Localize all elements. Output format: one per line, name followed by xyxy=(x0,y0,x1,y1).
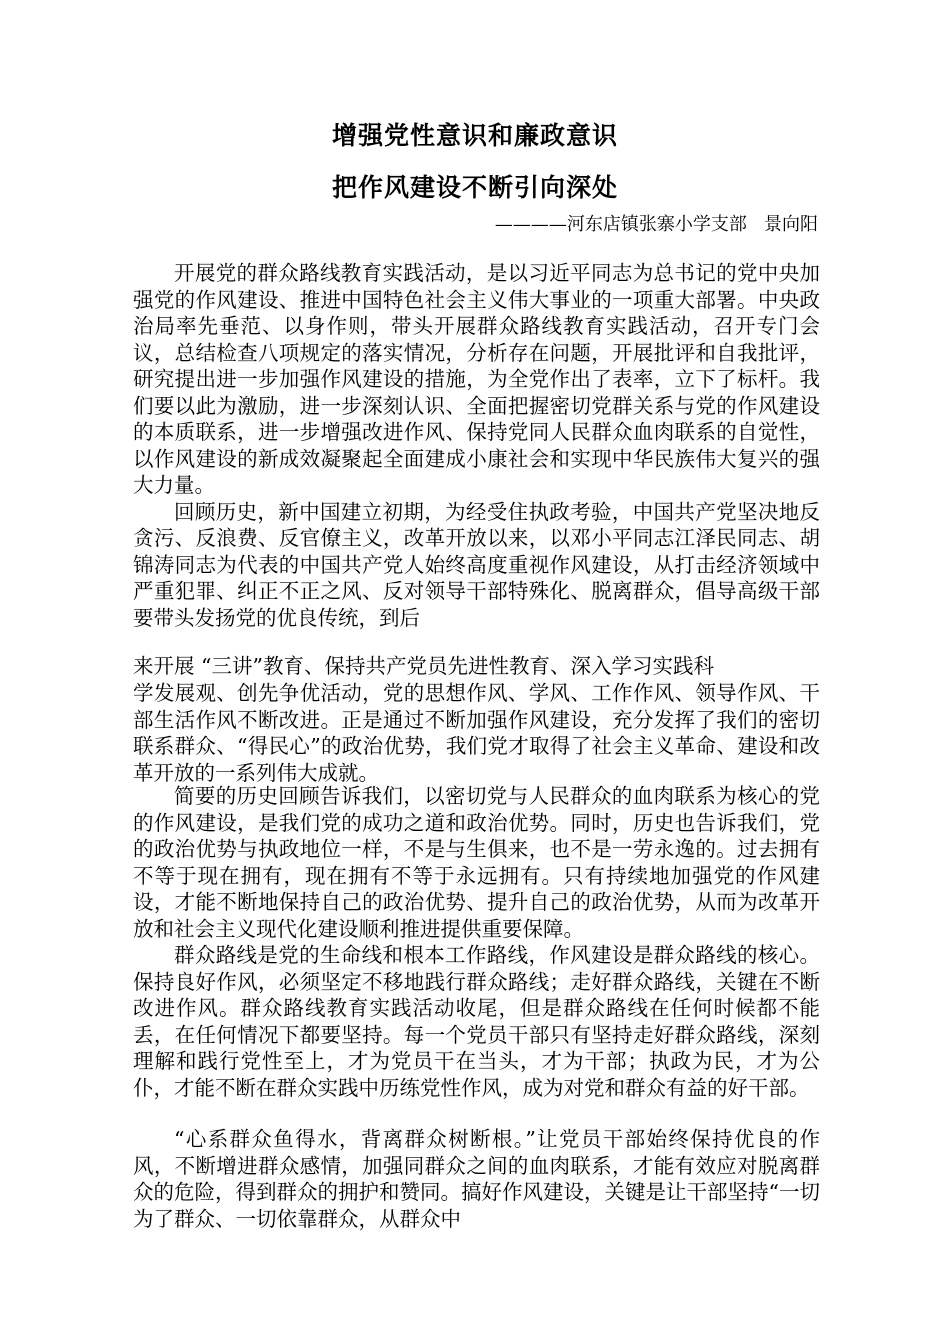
paragraph-5: “心系群众鱼得水，背离群众树断根。”让党员干部始终保持优良的作风，不断增进群众感情，加强同群众之间的血肉联系，才能有效应对脱离群众的危险，得到群众的拥护和赞同。搞好作风建设，关键是让干部坚持“一切为了群众、一切依靠群众，从群众中 xyxy=(133,1127,820,1231)
paragraph-3: 简要的历史回顾告诉我们，以密切党与人民群众的血肉联系为核心的党的作风建设，是我们党的成功之道和政治优势。同时，历史也告诉我们，党的政治优势与执政地位一样，不是与生俱来，也不是一劳永逸的。过去拥有不等于现在拥有，现在拥有不等于永远拥有。只有持续地加强党的作风建设，才能不断地保持自己的政治优势、提升自己的政治优势，从而为改革开放和社会主义现代化建设顺利推进提供重要保障。 xyxy=(133,784,820,941)
paragraph-4: 群众路线是党的生命线和根本工作路线，作风建设是群众路线的核心。保持良好作风，必须坚定不移地践行群众路线；走好群众路线，关键在不断改进作风。群众路线教育实践活动收尾，但是群众路线在任何时候都不能丢，在任何情况下都要坚持。每一个党员干部只有坚持走好群众路线，深刻理解和践行党性至上，才为党员干在当头，才为干部；执政为民，才为公仆，才能不断在群众实践中历练党性作风，成为对党和群众有益的好干部。 xyxy=(133,943,820,1100)
author-byline: ————河东店镇张寨小学支部 景向阳 xyxy=(494,214,818,235)
document-title-line-1: 增强党性意识和廉政意识 xyxy=(331,121,618,150)
paragraph-2-end: 学发展观、创先争优活动，党的思想作风、学风、工作作风、领导作风、干部生活作风不断改进。正是通过不断加强作风建设，充分发挥了我们的密切联系群众、“得民心”的政治优势，我们党才取得了社会主义革命、建设和改革开放的一系列伟大成就。 xyxy=(133,681,820,785)
body-block-5 xyxy=(133,942,820,1101)
paragraph-2-continued: 来开展 “三讲”教育、保持共产党员先进性教育、深入学习实践科 xyxy=(133,654,714,678)
body-block-6 xyxy=(133,1126,820,1232)
paragraph-2: 回顾历史，新中国建立初期，为经受住执政考验，中国共产党坚决地反贪污、反浪费、反官僚主义，改革开放以来，以邓小平同志江泽民同志、胡锦涛同志为代表的中国共产党人始终高度重视作风建设，从打击经济领域中严重犯罪、纠正不正之风、反对领导干部特殊化、脱离群众，倡导高级干部要带头发扬党的优良传统，到后 xyxy=(133,499,820,630)
body-block-1 xyxy=(133,260,820,631)
document-title-line-2: 把作风建设不断引向深处 xyxy=(331,173,618,202)
body-block-4 xyxy=(133,783,820,942)
body-block-3 xyxy=(133,680,820,786)
paragraph-1: 开展党的群众路线教育实践活动，是以习近平同志为总书记的党中央加强党的作风建设、推进中国特色社会主义伟大事业的一项重大部署。中央政治局率先垂范、以身作则，带头开展群众路线教育实践活动，召开专门会议，总结检查八项规定的落实情况，分析存在问题，开展批评和自我批评，研究提出进一步加强作风建设的措施，为全党作出了表率，立下了标杆。我们要以此为激励，进一步深刻认识、全面把握密切党群关系与党的作风建设的本质联系，进一步增强改进作风、保持党同人民群众血肉联系的自觉性，以作风建设的新成效凝聚起全面建成小康社会和实现中华民族伟大复兴的强大力量。 xyxy=(133,261,820,497)
